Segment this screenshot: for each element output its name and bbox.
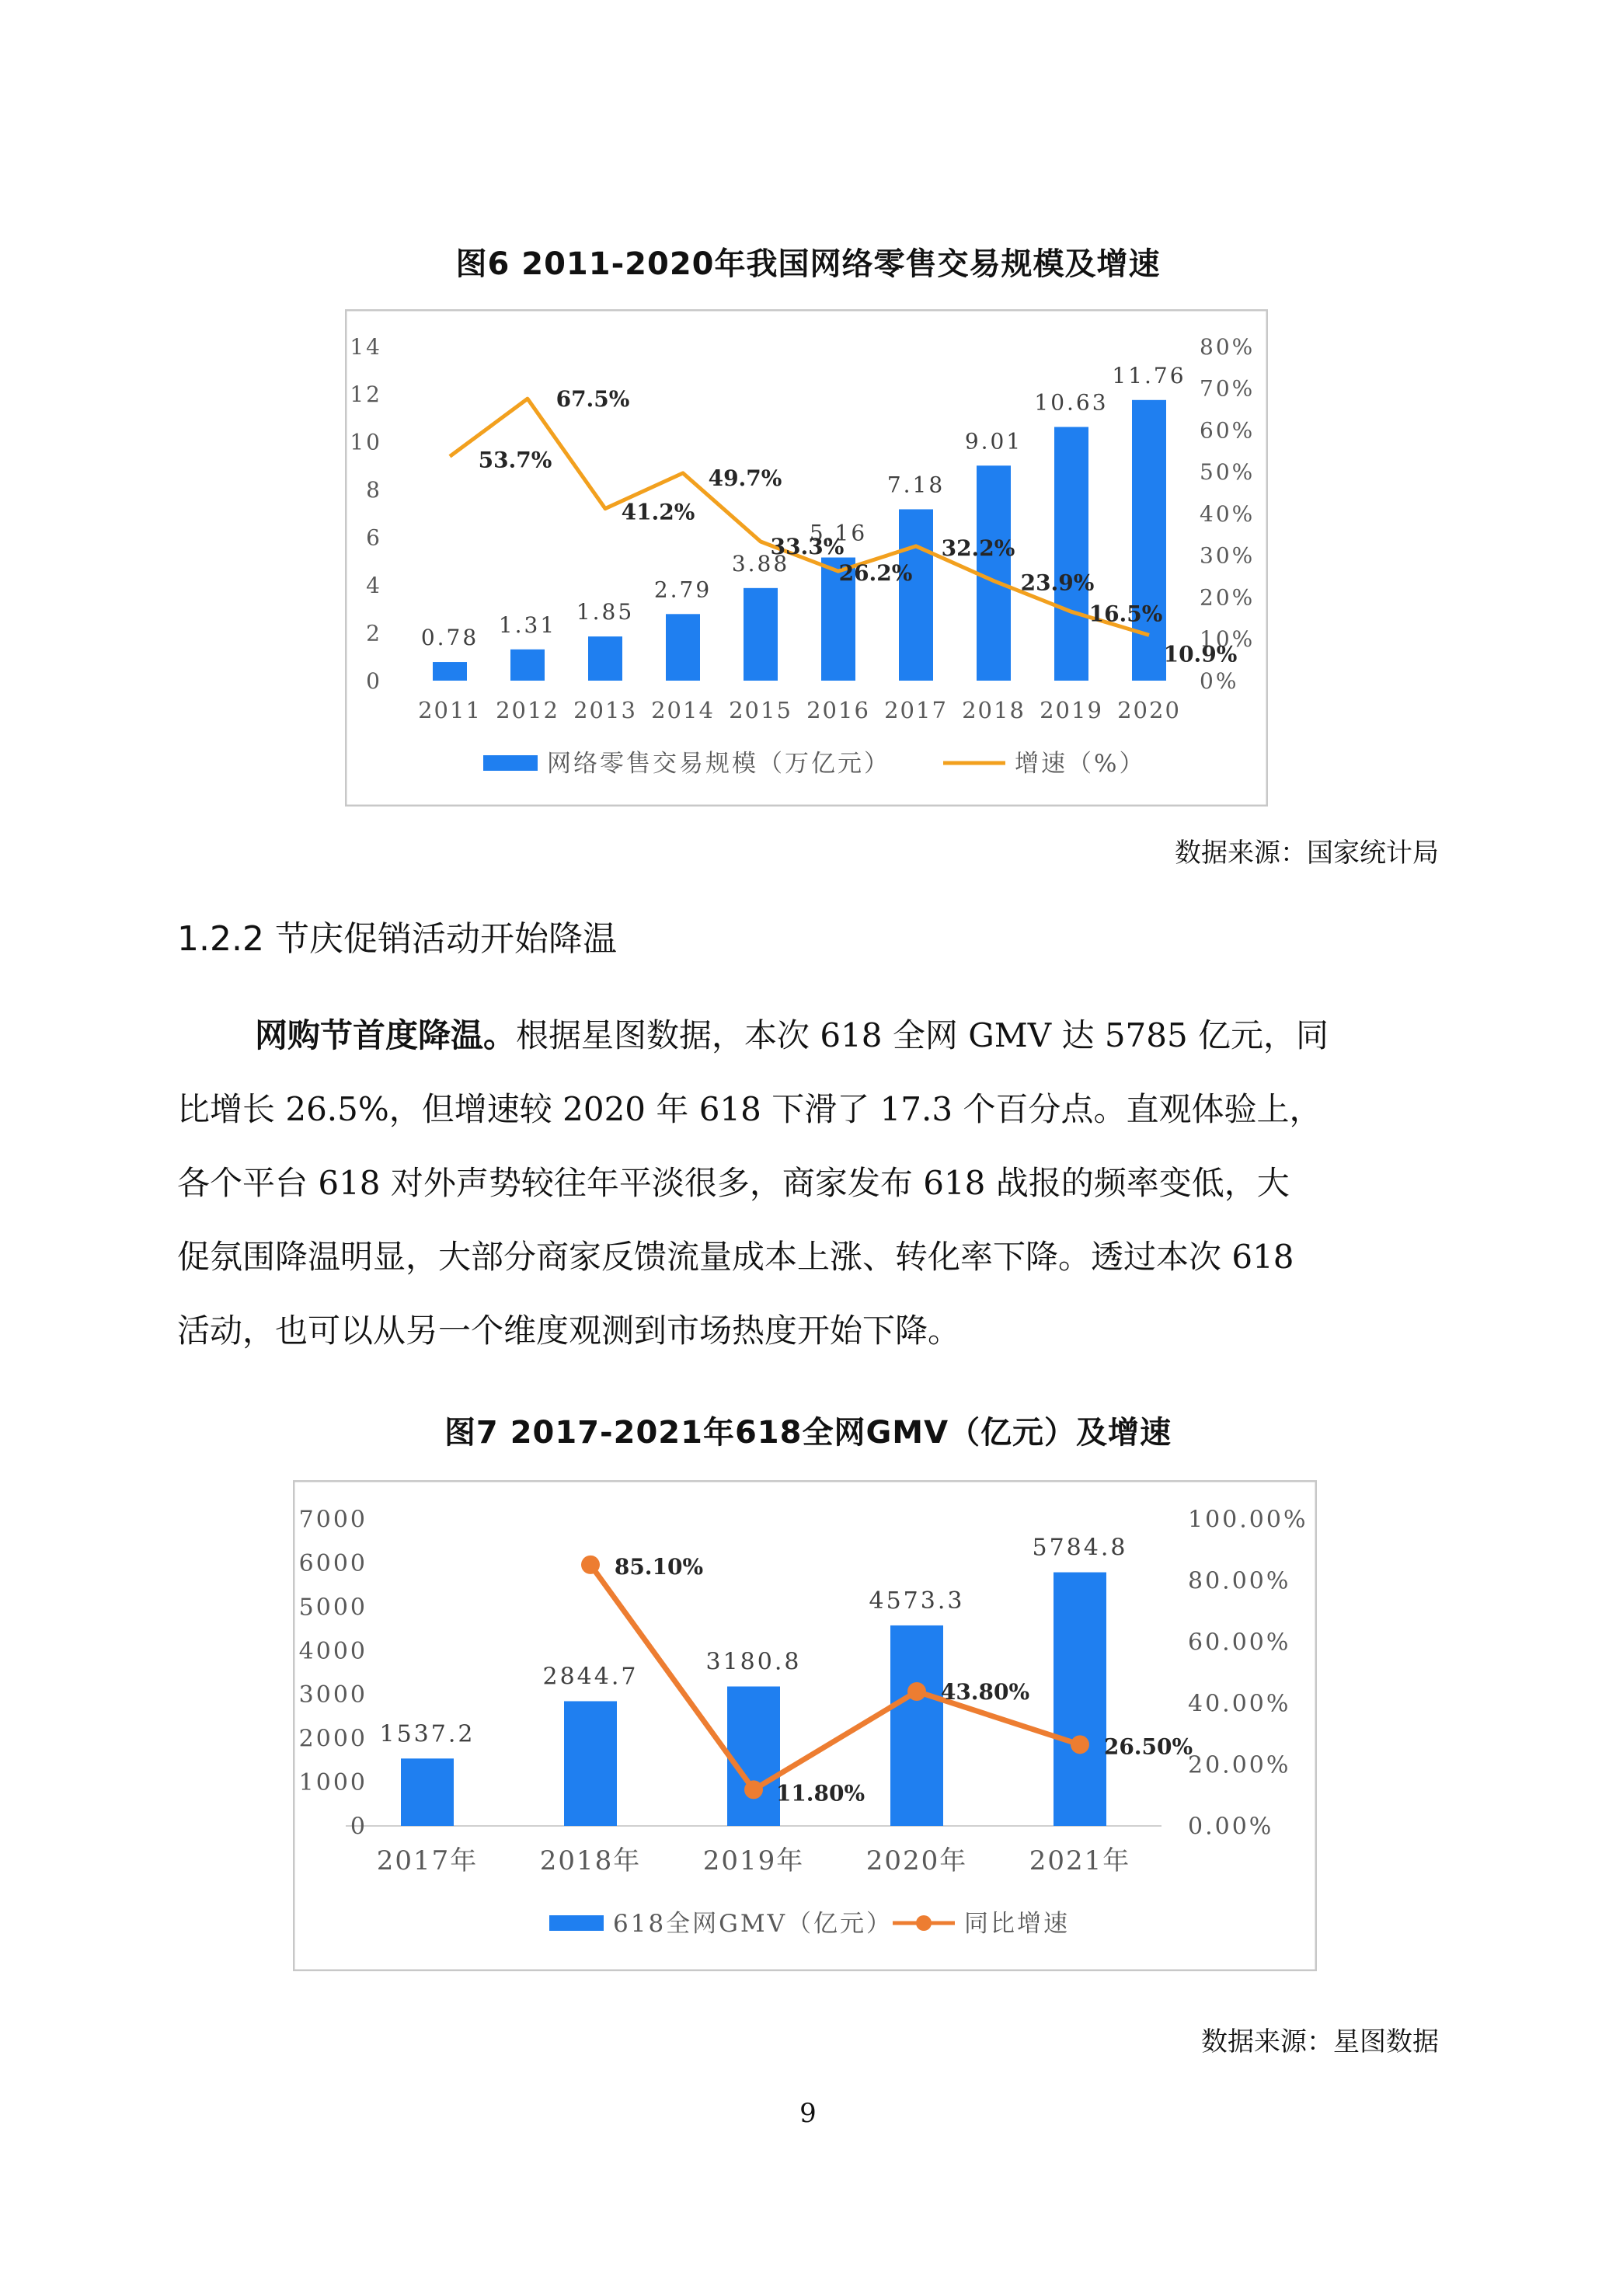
y-right-tick-label: 80% (1200, 333, 1256, 360)
growth-value-label: 23.9% (1020, 570, 1095, 596)
x-tick-label: 2017 (884, 697, 948, 723)
x-tick-label: 2017年 (376, 1845, 479, 1876)
bar-value-label: 10.63 (1034, 389, 1109, 416)
growth-value-label: 49.7% (708, 465, 782, 491)
y-right-tick-label: 0.00% (1188, 1813, 1274, 1841)
x-tick-label: 2020 (1117, 697, 1181, 723)
x-tick-label: 2018 (962, 697, 1026, 723)
figure7-title: 图7 2017-2021年618全网GMV（亿元）及增速 (444, 1415, 1172, 1451)
growth-value-label: 10.9% (1163, 641, 1238, 667)
y-left-tick-label: 4 (366, 572, 382, 598)
bar-2019 (1054, 427, 1088, 681)
bar-2021年 (1054, 1573, 1106, 1826)
figure7-source: 数据来源：星图数据 (1201, 2026, 1439, 2057)
y-right-tick-label: 0% (1200, 667, 1239, 694)
y-right-tick-label: 60.00% (1188, 1629, 1291, 1657)
y-left-tick-label: 3000 (298, 1681, 367, 1709)
bar-value-label: 0.78 (420, 625, 479, 651)
y-left-tick-label: 4000 (298, 1637, 367, 1665)
growth-value-label: 33.3% (770, 534, 845, 560)
growth-value-label: 43.80% (940, 1678, 1030, 1705)
page-number: 9 (799, 2098, 817, 2129)
bar-value-label: 4573.3 (869, 1587, 965, 1615)
para-line-5: 活动，也可以从另一个维度观测到市场热度开始下降。 (177, 1312, 961, 1350)
x-tick-label: 2012 (496, 697, 559, 723)
bar-value-label: 5.16 (809, 520, 868, 546)
bar-2017年 (401, 1758, 454, 1826)
para-line-3: 各个平台 618 对外声势较往年平淡很多，商家发布 618 战报的频率变低，大 (177, 1164, 1290, 1202)
y-right-tick-label: 20.00% (1188, 1751, 1291, 1779)
bar-2014 (666, 614, 700, 681)
x-tick-label: 2020年 (865, 1845, 968, 1876)
bar-2017 (899, 509, 933, 681)
x-tick-label: 2019年 (702, 1845, 805, 1876)
y-left-tick-label: 8 (366, 477, 382, 503)
y-right-tick-label: 20% (1200, 584, 1256, 611)
legend-bar-label: 618全网GMV（亿元） (613, 1910, 893, 1938)
y-left-tick-label: 0 (366, 667, 382, 694)
x-tick-label: 2013 (573, 697, 637, 723)
growth-value-label: 26.2% (838, 560, 913, 587)
y-left-tick-label: 2000 (298, 1725, 367, 1753)
growth-value-label: 32.2% (941, 535, 1015, 561)
growth-point (581, 1556, 600, 1574)
y-right-tick-label: 40% (1200, 500, 1256, 527)
growth-value-label: 16.5% (1088, 601, 1163, 627)
y-right-tick-label: 80.00% (1188, 1567, 1291, 1595)
bar-2018 (977, 465, 1011, 681)
bar-value-label: 9.01 (964, 428, 1023, 455)
figure7-chart (293, 1480, 1317, 1971)
legend-line-label: 增速（%） (1015, 750, 1146, 778)
y-left-tick-label: 5000 (298, 1594, 367, 1622)
bar-value-label: 5784.8 (1032, 1534, 1128, 1562)
growth-value-label: 11.80% (775, 1780, 865, 1806)
legend-bar-label: 网络零售交易规模（万亿元） (547, 750, 890, 778)
bar-2019年 (727, 1687, 780, 1826)
y-right-tick-label: 50% (1200, 459, 1256, 486)
y-left-tick-label: 7000 (298, 1506, 367, 1534)
growth-value-label: 53.7% (478, 447, 552, 473)
figure6-source: 数据来源：国家统计局 (1175, 838, 1439, 869)
y-left-tick-label: 14 (350, 333, 382, 360)
x-tick-label: 2015 (729, 697, 792, 723)
bar-2020年 (890, 1625, 943, 1826)
x-tick-label: 2021年 (1029, 1845, 1131, 1876)
bar-value-label: 1.85 (576, 599, 635, 625)
y-left-tick-label: 10 (350, 429, 382, 455)
section-heading: 1.2.2 节庆促销活动开始降温 (177, 919, 617, 959)
bar-value-label: 1.31 (498, 611, 557, 638)
y-left-tick-label: 12 (350, 382, 382, 408)
y-right-tick-label: 40.00% (1188, 1690, 1291, 1718)
growth-point (744, 1780, 763, 1799)
y-right-tick-label: 60% (1200, 417, 1256, 444)
body-paragraph (177, 998, 1439, 1367)
y-left-tick-label: 1000 (298, 1769, 367, 1797)
x-tick-label: 2018年 (539, 1845, 642, 1876)
legend-bar-swatch (483, 755, 538, 771)
para-lead: 网购节首度降温。 (255, 1016, 517, 1054)
legend-line-label: 同比增速 (964, 1910, 1070, 1938)
growth-point (907, 1682, 926, 1701)
bar-value-label: 7.18 (886, 472, 946, 498)
bar-value-label: 3.88 (731, 550, 790, 577)
growth-value-label: 26.50% (1103, 1733, 1193, 1760)
growth-value-label: 41.2% (621, 499, 695, 525)
x-tick-label: 2016 (806, 697, 870, 723)
bar-value-label: 1537.2 (379, 1720, 475, 1748)
bar-value-label: 2.79 (653, 577, 712, 603)
para-line-1: 网购节首度降温。根据星图数据，本次 618 全网 GMV 达 5785 亿元，同 (255, 1016, 1329, 1054)
y-right-tick-label: 10% (1200, 626, 1256, 653)
bar-2018年 (564, 1701, 617, 1826)
bar-value-label: 11.76 (1112, 362, 1186, 388)
y-right-tick-label: 70% (1200, 375, 1256, 402)
bar-2013 (588, 636, 622, 681)
x-tick-label: 2019 (1040, 697, 1103, 723)
bar-value-label: 2844.7 (542, 1663, 639, 1691)
bar-value-label: 3180.8 (705, 1648, 802, 1676)
legend-line-marker (916, 1915, 932, 1931)
para-line-4: 促氛围降温明显，大部分商家反馈流量成本上涨、转化率下降。透过本次 618 (177, 1238, 1294, 1276)
y-right-tick-label: 100.00% (1188, 1506, 1308, 1534)
growth-value-label: 85.10% (614, 1553, 704, 1580)
x-tick-label: 2011 (418, 697, 482, 723)
y-left-tick-label: 6 (366, 524, 382, 551)
para-line-2: 比增长 26.5%，但增速较 2020 年 618 下滑了 17.3 个百分点。直观体验上， (177, 1090, 1322, 1128)
growth-value-label: 67.5% (556, 386, 630, 413)
legend-bar-swatch (549, 1915, 604, 1931)
y-right-tick-label: 30% (1200, 542, 1256, 569)
figure6-chart (345, 309, 1268, 807)
x-tick-label: 2014 (651, 697, 715, 723)
bar-2015 (744, 588, 778, 681)
figure6-title: 图6 2011-2020年我国网络零售交易规模及增速 (455, 246, 1161, 282)
bar-2020 (1132, 400, 1166, 681)
y-left-tick-label: 0 (350, 1813, 367, 1841)
bar-2012 (510, 650, 545, 681)
y-left-tick-label: 2 (366, 620, 382, 646)
y-left-tick-label: 6000 (298, 1549, 367, 1577)
growth-point (1071, 1735, 1089, 1754)
bar-2011 (433, 662, 467, 681)
